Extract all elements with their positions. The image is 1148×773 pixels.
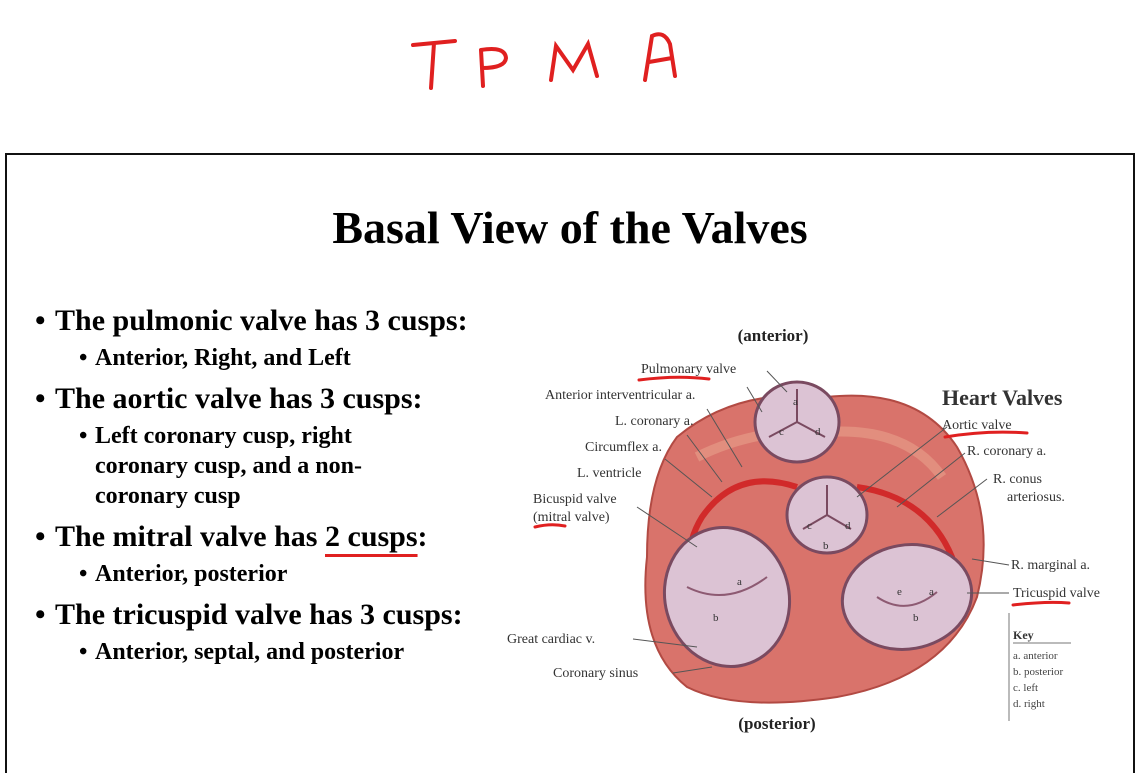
cusp-letter-pulmonary-c: c (779, 426, 784, 438)
cusp-letter-aortic-b: b (823, 540, 829, 552)
label-pulmonary-valve: Pulmonary valve (641, 362, 737, 377)
handwritten-annotation (0, 0, 1148, 140)
cusp-letter-tricuspid-b: b (913, 612, 919, 624)
label-anterior: (anterior) (737, 326, 809, 345)
label-arteriosus: arteriosus. (1007, 490, 1065, 505)
cusp-letter-pulmonary-d: d (815, 426, 821, 438)
label-tricuspid-valve: Tricuspid valve (1013, 586, 1100, 601)
bullet-tricuspid: • The tricuspid valve has 3 cusps: (35, 598, 463, 631)
cusp-letter-tricuspid-e: e (897, 586, 902, 598)
slide (5, 153, 1135, 773)
bullet-list (35, 295, 495, 667)
bullet-aortic: • The aortic valve has 3 cusps: (35, 382, 423, 415)
figure-key (1009, 613, 1071, 721)
label-mitral-valve: (mitral valve) (533, 510, 610, 525)
heart-valves-figure (497, 317, 1127, 737)
figure-title: Heart Valves (942, 385, 1063, 410)
cusp-letter-aortic-c: c (807, 520, 812, 532)
label-coronary-sinus: Coronary sinus (553, 666, 639, 681)
sub-bullet-aortic: • Left coronary cusp, right coronary cusp, and a non-coronary cusp (79, 423, 362, 509)
slide-title: Basal View of the Valves (332, 202, 808, 253)
label-posterior: (posterior) (738, 714, 816, 733)
label-l-ventricle: L. ventricle (577, 466, 642, 481)
cusp-letter-aortic-d: d (845, 520, 851, 532)
sub-bullet-mitral: • Anterior, posterior (79, 561, 288, 587)
cusp-letter-mitral-b: b (713, 612, 719, 624)
sub-bullet-tricuspid: • Anterior, septal, and posterior (79, 639, 405, 665)
cusp-letter-pulmonary-a: a (793, 396, 798, 408)
cusp-letter-mitral-a: a (737, 576, 742, 588)
label-great-cardiac-v: Great cardiac v. (507, 632, 596, 647)
label-r-marginal: R. marginal a. (1011, 558, 1091, 573)
cusp-letter-tricuspid-a: a (929, 586, 934, 598)
label-circumflex: Circumflex a. (585, 440, 662, 455)
label-r-conus: R. conus (993, 472, 1042, 487)
label-aortic-valve: Aortic valve (942, 418, 1012, 433)
key-item: c. left (1013, 682, 1039, 694)
bullet-mitral: • The mitral valve has 2 cusps: (35, 520, 428, 553)
label-anterior-interventricular: Anterior interventricular a. (545, 388, 696, 403)
key-item: b. posterior (1013, 666, 1064, 678)
label-l-coronary: L. coronary a. (615, 414, 694, 429)
label-bicuspid-valve: Bicuspid valve (533, 492, 617, 507)
bullet-pulmonic: • The pulmonic valve has 3 cusps: (35, 304, 468, 337)
key-item: a. anterior (1013, 650, 1058, 662)
label-r-coronary: R. coronary a. (967, 444, 1047, 459)
mitral-underlined-text: 2 cusps (325, 520, 418, 553)
sub-bullet-pulmonic: • Anterior, Right, and Left (79, 345, 351, 371)
key-title: Key (1013, 628, 1034, 642)
key-item: d. right (1013, 698, 1045, 710)
